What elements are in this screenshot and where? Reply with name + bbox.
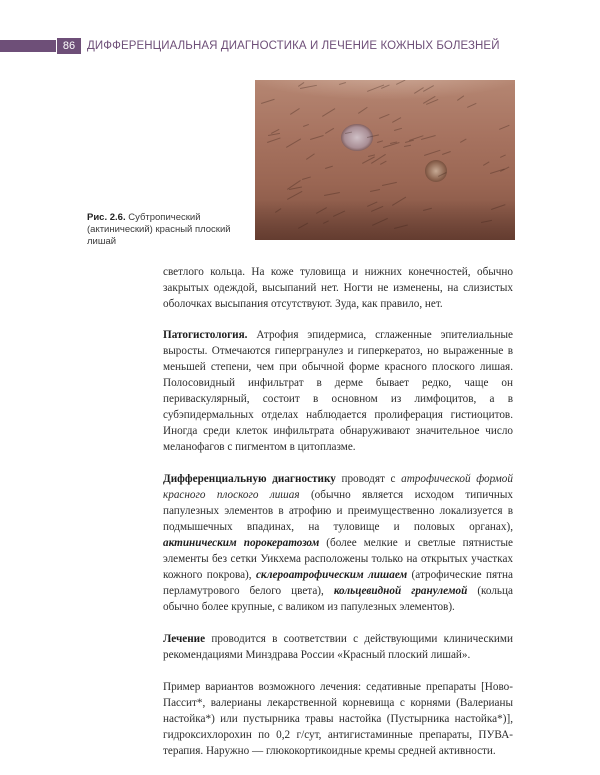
hair-strand [324,192,340,196]
hair-strand [442,151,451,155]
paragraph-treatment-example: Пример вариантов возможного лечения: седативные препараты [Ново-Пассит*, валерианы лекарственной корневища с корнями (Валерианы настойка*) или пустырника травы настойка (Пустырника настойка*)], гидроксихлорохин по 0,2 г/сут, антигистаминные препараты, ПУВА-терапия. Наружно — глюкокортикоидные кремы средней активности. [163,681,513,757]
differential-heading: Дифференциальную диагностику [163,473,336,485]
hair-strand [377,140,383,143]
differential-text-4: (атрофические пятна перламутрового белого цвета), [163,569,513,597]
hair-strand [325,128,334,134]
hair-strand [322,108,335,117]
differential-text-5: (кольца обычно более крупные, с валиком из папулезных элементов). [163,585,513,613]
hair-strand [325,166,333,169]
body-text [163,264,513,775]
header-title: ДИФФЕРЕНЦИАЛЬНАЯ ДИАГНОСТИКА И ЛЕЧЕНИЕ КОЖНЫХ БОЛЕЗНЕЙ [87,40,500,52]
differential-term-4: кольцевидной гранулемой [333,585,468,597]
hair-strand [500,167,509,172]
paragraph-continuation: светлого кольца. На коже туловища и нижних конечностей, обычно закрытых одеждой, высыпаний нет. Ногти не изменены, на слизистых оболочках высыпания отсутствуют. Зуда, как правило, нет. [163,266,513,310]
hair-strand [286,138,302,148]
differential-text-2: (обычно является исходом типичных папулезных элементов в атрофию и преимущественно локализуется в подмышечных впадинах, на туловище и половых органах), [163,489,513,533]
figure-caption [87,212,252,248]
hair-strand [424,150,440,156]
hair-strand [499,124,510,129]
hair-strand [379,113,389,118]
differential-term-3: склероатрофическим лишаем [255,569,408,581]
header-accent-bar [0,40,56,52]
hair-strand [370,189,380,192]
hair-strand [267,137,281,143]
hair-strand [290,107,300,114]
page-number: 86 [57,38,81,54]
pathohistology-text: Атрофия эпидермиса, сглаженные эпителиальные выросты. Отмечаются гипергранулез и гиперкератоз, но выраженные в меньшей степени, чем при обычной форме красного плоского лишая. Полосовидный инфильтрат в дерме бывает редко, чаще он периваскулярный, состоит в основном из лимфоцитов, а в субэпидермальных отделах наблюдается пролиферация гистиоцитов. Иногда среди клеток инфильтрата обнаруживают значительное число меланофагов с пигментом в цитоплазме. [163,329,513,453]
hair-strand [306,154,315,160]
pathohistology-heading: Патогистология. [163,329,248,341]
treatment-heading: Лечение [163,633,206,645]
figure-caption-text: Субтропический (актинический) красный плоский лишай [87,212,231,247]
hair-strand [358,107,367,114]
differential-text-3: (более мелкие и светлые пятнистые элементы без сетки Уикхема расположены только на открытых участках кожного покрова), [163,537,513,581]
figure-label: Рис. 2.6. [87,212,126,223]
hair-strand [380,161,387,165]
differential-term-1: атрофической формой красного плоского лишая [163,473,513,501]
hair-strand [302,176,311,179]
hair-strand [394,127,402,130]
hair-strand [287,191,302,200]
differential-term-2: актиническим порокератозом [163,537,320,549]
photo-highlight [255,80,515,100]
hair-strand [310,135,324,140]
hair-strand [467,103,477,108]
running-header [0,38,600,54]
hair-strand [392,117,401,123]
hair-strand [483,162,490,166]
hair-strand [460,138,467,142]
paragraph-pathohistology [163,327,513,455]
hair-strand [303,123,309,126]
paragraph-differential [163,471,513,615]
paragraph-treatment [163,631,513,663]
treatment-text: проводится в соответствии с действующими клиническими рекомендациями Минздрава России «Красный плоский лишай». [163,633,513,661]
hair-strand [268,133,280,136]
hair-strand [382,182,397,186]
hair-strand [500,154,506,158]
differential-text-1: проводят с [335,473,402,485]
hair-strand [404,145,411,147]
figure-photo [255,80,515,240]
lesion-small [425,160,447,182]
